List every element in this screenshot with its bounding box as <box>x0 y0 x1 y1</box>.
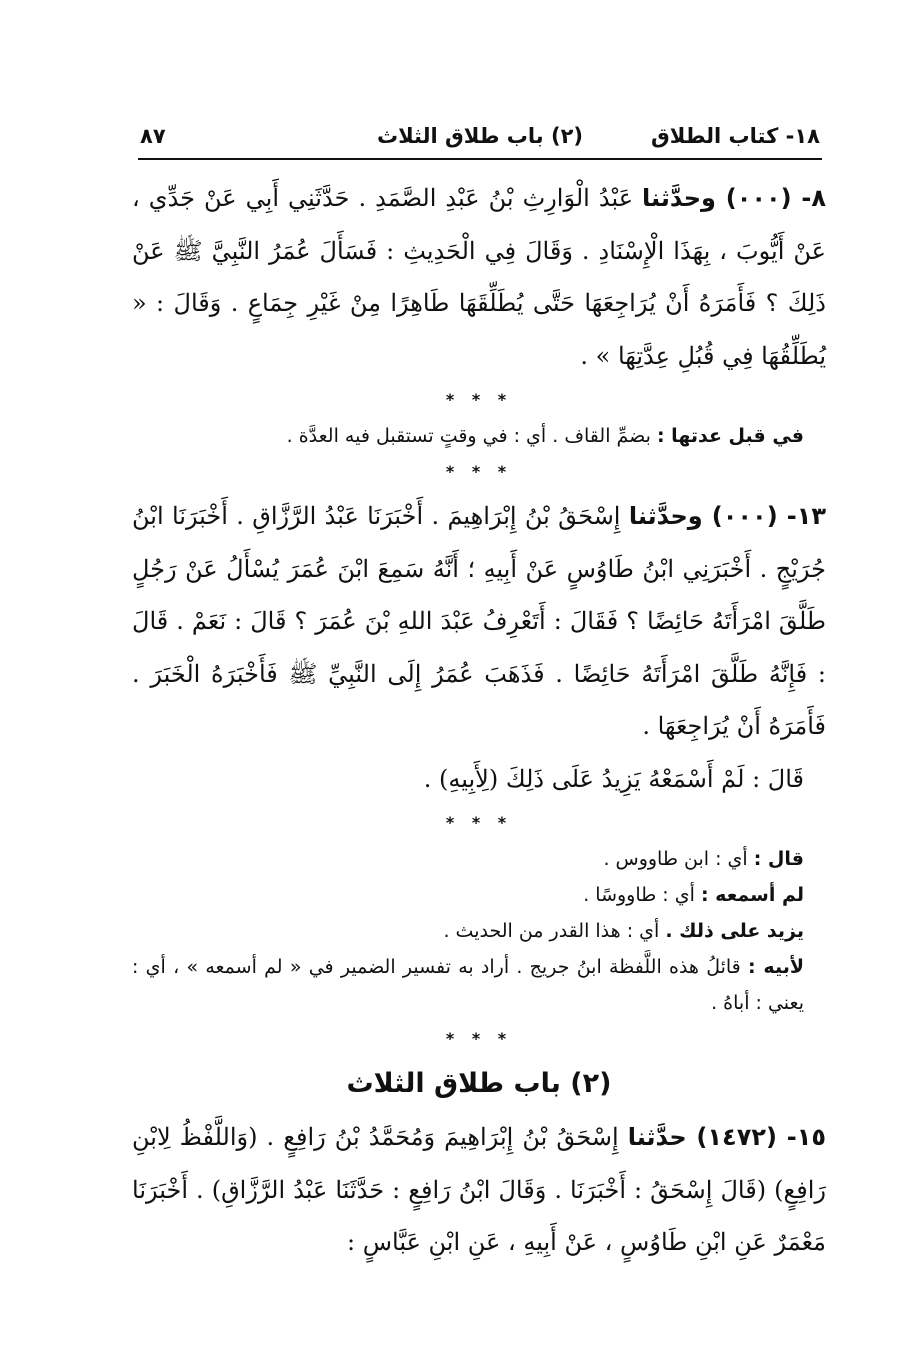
note-term: لأبيه : <box>748 956 804 978</box>
commentary-note <box>132 841 826 877</box>
header-rule <box>138 158 822 160</box>
note-text: بضمِّ القاف . أي : في وقتٍ تستقبل فيه العدَّة . <box>286 425 657 447</box>
commentary-note <box>132 418 826 454</box>
running-header <box>140 118 820 154</box>
page-content <box>132 172 826 1269</box>
note-term: قال : <box>753 848 804 870</box>
hadith-number: ٨- (٠٠٠) وحدَّثنا <box>642 184 826 212</box>
hadith-paragraph-13 <box>132 490 826 753</box>
commentary-note <box>132 949 826 1021</box>
hadith-paragraph-15 <box>132 1111 826 1269</box>
book-title: ١٨- كتاب الطلاق <box>650 124 820 148</box>
separator-stars: * * * <box>445 390 513 409</box>
hadith-line: قَالَ : لَمْ أَسْمَعْهُ يَزِيدُ عَلَى ذَلِكَ (لِأَبِيهِ) . <box>423 764 804 793</box>
note-text: قائلُ هذه اللَّفظة ابنُ جريج . أراد به تفسير الضمير في « لم أسمعه » ، أي : يعني : أباهُ . <box>132 956 804 1014</box>
hadith-paragraph-8 <box>132 172 826 382</box>
hadith-text: إِسْحَقُ بْنُ إِبْرَاهِيمَ . أَخْبَرَنَا عَبْدُ الرَّزَّاقِ . أَخْبَرَنَا ابْنُ جُرَيْجٍ . أَخْبَرَنِي ابْنُ طَاوُسٍ عَنْ أَبِيهِ ؛ أَنَّهُ سَمِعَ ابْنَ عُمَرَ يُسْأَلُ عَنْ رَجُلٍ طَلَّقَ امْرَأَتَهُ حَائِضًا ؟ فَقَالَ : أَتَعْرِفُ عَبْدَ اللهِ بْنَ عُمَرَ ؟ قَالَ : نَعَمْ . قَالَ : فَإِنَّهُ طَلَّقَ امْرَأَتَهُ حَائِضًا . فَذَهَبَ عُمَرُ إِلَى النَّبِيِّ ﷺ فَأَخْبَرَهُ الْخَبَرَ . فَأَمَرَهُ أَنْ يُرَاجِعَهَا . <box>132 502 826 740</box>
page-number: ٨٧ <box>140 124 166 148</box>
separator-stars: * * * <box>445 462 513 481</box>
note-text: أي : هذا القدر من الحديث . <box>443 920 666 942</box>
note-term: يزيد على ذلك . <box>665 920 804 942</box>
commentary-note <box>132 877 826 913</box>
separator-stars: * * * <box>445 1029 513 1048</box>
hadith-text: إِسْحَقُ بْنُ إِبْرَاهِيمَ وَمُحَمَّدُ بْنُ رَافِعٍ . (وَاللَّفْظُ لِابْنِ رَافِعٍ) (قَالَ إِسْحَقُ : أَخْبَرَنَا . وَقَالَ ابْنُ رَافِعٍ : حَدَّثَنَا عَبْدُ الرَّزَّاقِ) . أَخْبَرَنَا مَعْمَرٌ عَنِ ابْنِ طَاوُسٍ ، عَنْ أَبِيهِ ، عَنِ ابْنِ عَبَّاسٍ : <box>132 1123 826 1256</box>
note-text: أي : ابن طاووس . <box>603 848 754 870</box>
note-term: لم أسمعه : <box>700 884 804 906</box>
hadith-number: ١٥- (١٤٧٢) حدَّثنا <box>627 1123 826 1151</box>
note-term: في قبل عدتها : <box>656 425 804 447</box>
note-text: أي : طاووسًا . <box>583 884 701 906</box>
chapter-running-title: (٢) باب طلاق الثلاث <box>376 124 584 148</box>
separator-stars: * * * <box>445 813 513 832</box>
hadith-text: عَبْدُ الْوَارِثِ بْنُ عَبْدِ الصَّمَدِ . حَدَّثَنِي أَبِي عَنْ جَدِّي ، عَنْ أَيُّوبَ ، بِهَذَا الْإِسْنَادِ . وَقَالَ فِي الْحَدِيثِ : فَسَأَلَ عُمَرُ النَّبِيَّ ﷺ عَنْ ذَلِكَ ؟ فَأَمَرَهُ أَنْ يُرَاجِعَهَا حَتَّى يُطَلِّقَهَا طَاهِرًا مِنْ غَيْرِ جِمَاعٍ . وَقَالَ : « يُطَلِّقُهَا فِي قُبُلِ عِدَّتِهَا » . <box>132 184 826 370</box>
hadith-number: ١٣- (٠٠٠) وحدَّثنا <box>628 502 826 530</box>
commentary-note <box>132 913 826 949</box>
chapter-heading: (٢) باب طلاق الثلاث <box>346 1068 612 1099</box>
